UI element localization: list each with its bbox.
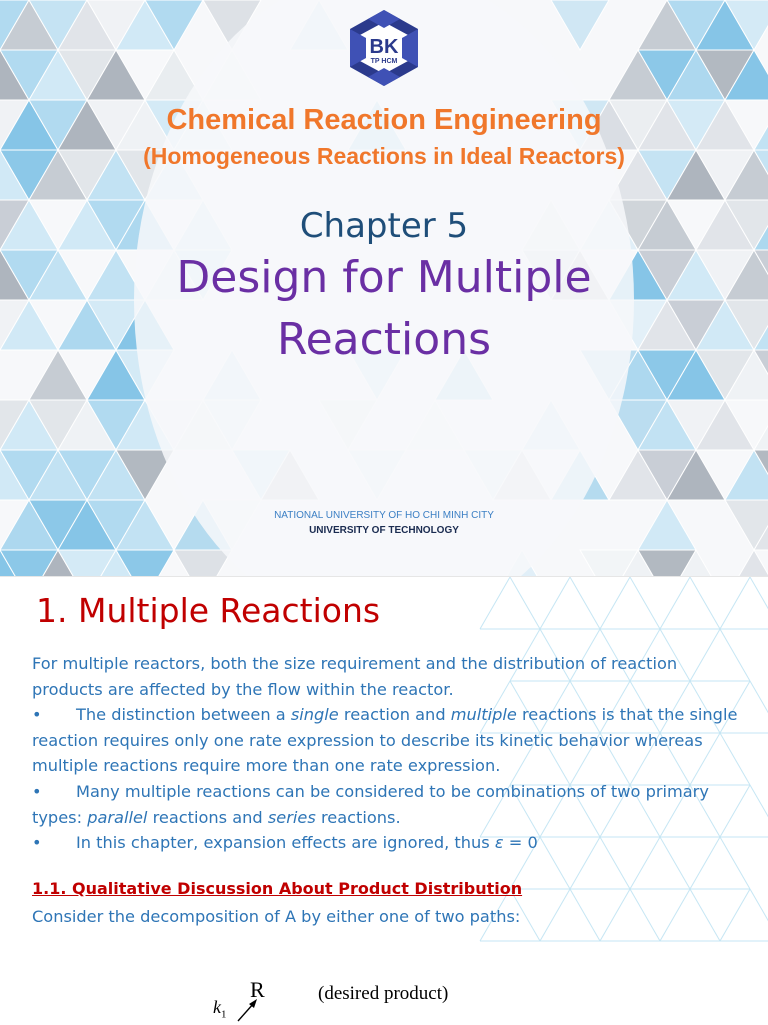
bullet-item [32, 779, 752, 830]
bullet-text: In this chapter, expansion effects are ignored, thus [76, 833, 495, 853]
bullet-text: reactions. [315, 807, 401, 827]
chapter-title-line2: Reactions [276, 314, 492, 365]
bullet-text: The distinction between a [76, 705, 291, 725]
bullet-text: = 0 [503, 833, 538, 853]
bullet-marker: • [32, 833, 42, 853]
rate-constant-symbol: k [213, 997, 221, 1017]
subsection-heading: 1.1. Qualitative Discussion About Product Distribution [32, 879, 523, 898]
chapter-title-line1: Design for Multiple [176, 252, 592, 303]
logo-text: BK [369, 36, 399, 58]
reaction-arrow-icon [236, 997, 260, 1023]
bullet-emphasis: ε [494, 833, 504, 853]
chapter-number: Chapter 5 [299, 206, 469, 246]
bullet-text: reactions and [147, 807, 268, 827]
content-slide [0, 576, 768, 1025]
bullet-emphasis: single [290, 705, 339, 725]
body-text [32, 651, 752, 856]
equation-label: (desired product) [318, 983, 449, 1004]
course-subtitle: (Homogeneous Reactions in Ideal Reactors) [143, 143, 625, 169]
bullet-emphasis: multiple [450, 705, 517, 725]
institution-university: UNIVERSITY OF TECHNOLOGY [309, 525, 459, 536]
bullet-text: reactions is that the single reaction requires only one rate expression to describe its kinetic behavior whereas multiple reactions require more than one rate expression. [32, 705, 738, 776]
consider-text: Consider the decomposition of A by either one of two paths: [32, 907, 521, 926]
bullet-text: Many multiple reactions can be considered to be combinations of two primary types: [32, 781, 709, 827]
university-logo-icon [344, 8, 424, 88]
intro-paragraph: For multiple reactors, both the size requirement and the distribution of reaction products are affected by the flow within the reactor. [32, 654, 678, 699]
logo-subtext: TP HCM [370, 58, 398, 65]
institution-national: NATIONAL UNIVERSITY OF HO CHI MINH CITY [274, 510, 494, 521]
bullet-emphasis: parallel [87, 807, 148, 827]
section-heading: 1. Multiple Reactions [36, 591, 381, 630]
rate-constant [213, 997, 227, 1021]
bullet-marker: • [32, 705, 42, 725]
bullet-marker: • [32, 781, 42, 801]
course-title: Chemical Reaction Engineering [166, 104, 602, 136]
rate-constant-index: 1 [221, 1008, 227, 1021]
bullet-item [32, 830, 752, 856]
equation-product: R [250, 977, 265, 1002]
bullet-emphasis: series [267, 807, 316, 827]
bullet-text: reaction and [338, 705, 451, 725]
bullet-item [32, 702, 752, 779]
